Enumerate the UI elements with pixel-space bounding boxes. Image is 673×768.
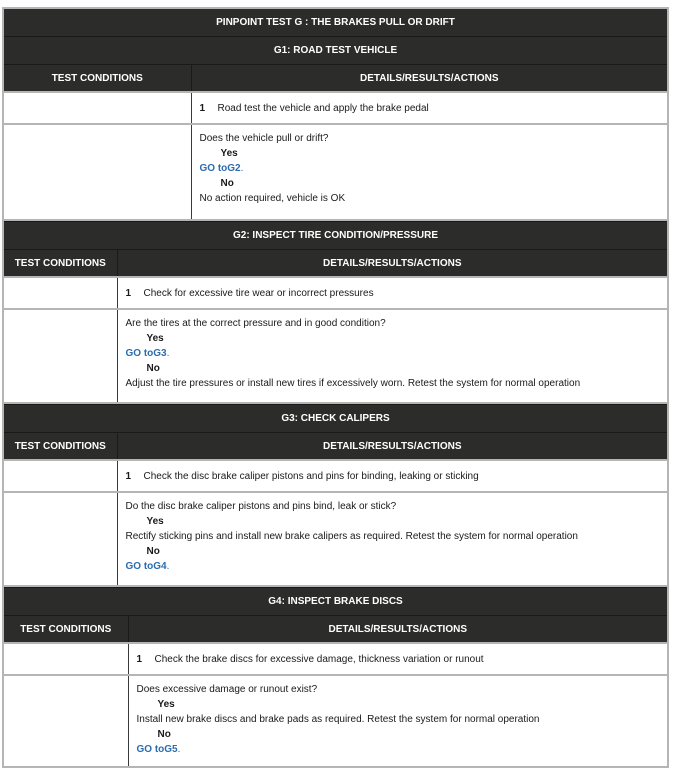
col-header-conditions: TEST CONDITIONS [3,250,117,278]
col-header-details: DETAILS/RESULTS/ACTIONS [128,616,668,644]
question-text: Does the vehicle pull or drift? [199,133,329,144]
step-text: Check for excessive tire wear or incorrect pressures [143,287,374,299]
conditions-cell [3,92,191,124]
yes-label: Yes [146,333,164,344]
question-block: Does the vehicle pull or drift? Yes GO toG2. No No action required, vehicle is OK [191,124,668,220]
col-header-conditions: TEST CONDITIONS [3,433,117,461]
step-title-g1: G1: ROAD TEST VEHICLE [3,37,668,65]
step-g3-table [2,404,669,587]
conditions-cell [3,277,117,309]
col-header-details: DETAILS/RESULTS/ACTIONS [191,65,668,93]
question-block: Does excessive damage or runout exist? Yes Install new brake discs and brake pads as required. Retest the system for normal operation No GO toG5. [128,675,668,767]
pinpoint-test-page [2,0,669,768]
step-number: 1 [199,102,206,114]
conditions-cell [3,643,128,675]
question-block: Do the disc brake caliper pistons and pins bind, leak or stick? Yes Rectify sticking pins and install new brake calipers as required. Retest the system for normal operation No GO toG4. [117,492,668,586]
yes-label: Yes [220,148,238,159]
col-header-details: DETAILS/RESULTS/ACTIONS [117,433,668,461]
step-text: Check the brake discs for excessive damage, thickness variation or runout [154,653,484,665]
goto-link[interactable]: GO toG4 [125,561,167,572]
no-label: No [157,729,171,740]
no-action-text: Adjust the tire pressures or install new tires if excessively worn. Retest the system for normal operation [125,378,581,389]
step-g1-table [2,7,669,221]
step-title-g2: G2: INSPECT TIRE CONDITION/PRESSURE [3,222,668,250]
conditions-cell [3,675,128,767]
step-instruction [191,92,668,124]
question-text: Does excessive damage or runout exist? [136,684,318,695]
yes-action-text: Install new brake discs and brake pads as required. Retest the system for normal operation [136,714,540,725]
goto-link[interactable]: GO toG2 [199,163,241,174]
col-header-details: DETAILS/RESULTS/ACTIONS [117,250,668,278]
question-text: Do the disc brake caliper pistons and pins bind, leak or stick? [125,501,397,512]
conditions-cell [3,492,117,586]
question-block: Are the tires at the correct pressure and in good condition? Yes GO toG3. No Adjust the tire pressures or install new tires if excessively worn. Retest the system for normal operation [117,309,668,403]
question-text: Are the tires at the correct pressure and in good condition? [125,318,386,329]
goto-link[interactable]: GO toG3 [125,348,167,359]
conditions-cell [3,124,191,220]
step-number: 1 [125,287,132,299]
step-text: Road test the vehicle and apply the brake pedal [217,102,429,114]
step-instruction [117,277,668,309]
conditions-cell [3,309,117,403]
step-number: 1 [136,653,143,665]
step-title-g4: G4: INSPECT BRAKE DISCS [3,588,668,616]
step-number: 1 [125,470,132,482]
yes-label: Yes [146,516,164,527]
step-g2-table [2,221,669,404]
yes-action-text: Rectify sticking pins and install new brake calipers as required. Retest the system for normal operation [125,531,578,542]
step-text: Check the disc brake caliper pistons and pins for binding, leaking or sticking [143,470,479,482]
no-action-text: No action required, vehicle is OK [199,193,346,204]
step-instruction [128,643,668,675]
goto-link[interactable]: GO toG5 [136,744,178,755]
no-label: No [220,178,234,189]
no-label: No [146,363,160,374]
col-header-conditions: TEST CONDITIONS [3,616,128,644]
yes-label: Yes [157,699,175,710]
step-g4-table [2,587,669,768]
test-title: PINPOINT TEST G : THE BRAKES PULL OR DRIFT [3,8,668,37]
step-instruction [117,460,668,492]
step-title-g3: G3: CHECK CALIPERS [3,405,668,433]
col-header-conditions: TEST CONDITIONS [3,65,191,93]
conditions-cell [3,460,117,492]
no-label: No [146,546,160,557]
